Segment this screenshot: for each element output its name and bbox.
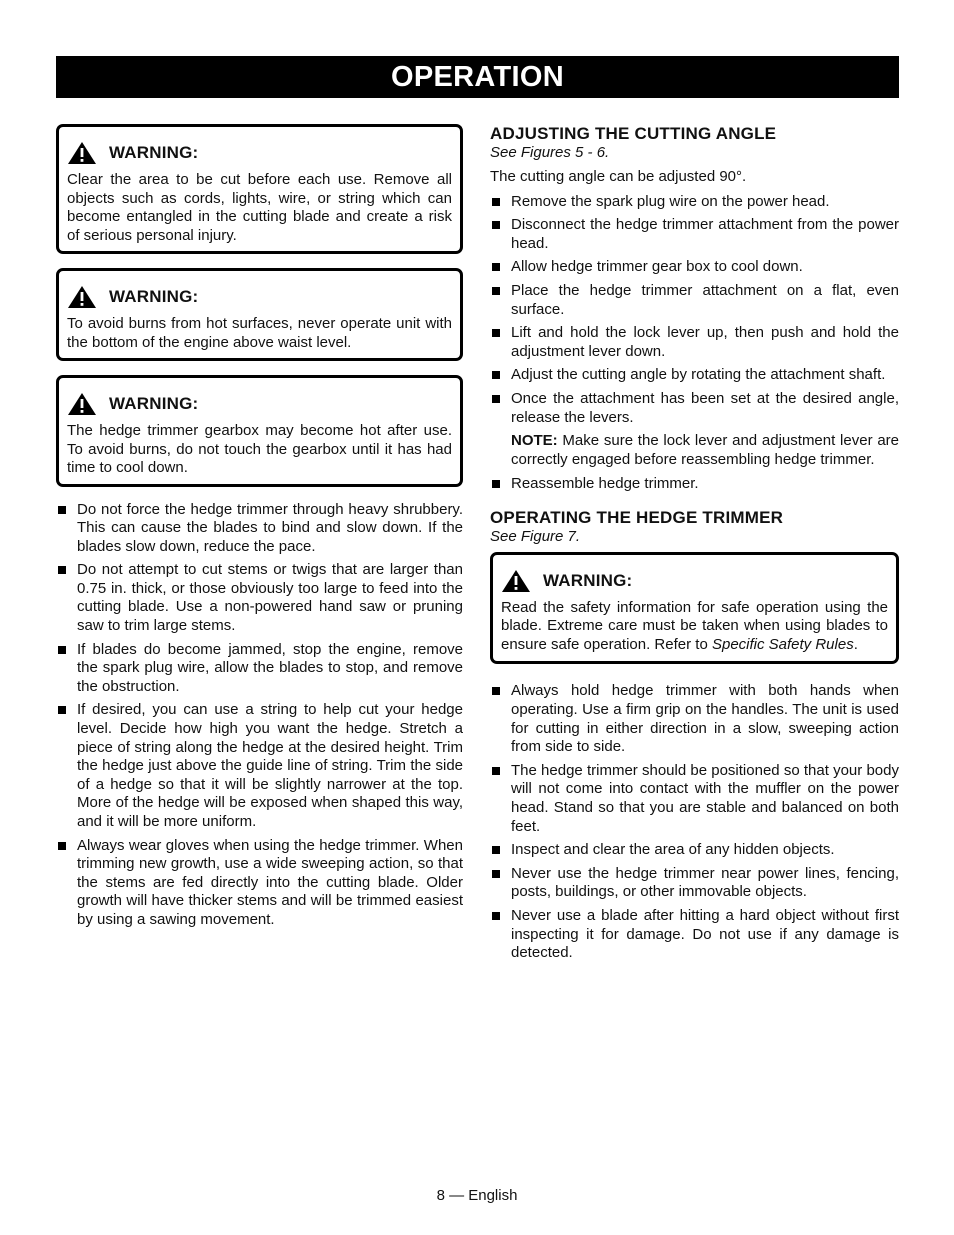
- left-column: [56, 124, 463, 935]
- warning-text-end: .: [853, 635, 858, 653]
- list-item-text: Once the attachment has been set at the desired angle, release the levers.: [511, 389, 899, 426]
- warning-triangle-icon: [67, 392, 97, 416]
- list-item-text: Disconnect the hedge trimmer attachment from the power head.: [511, 216, 899, 252]
- warning-triangle-icon: [67, 141, 97, 165]
- bullet-square-icon: [492, 767, 500, 775]
- list-item: [56, 837, 463, 930]
- list-item: [490, 366, 899, 385]
- list-item: [490, 193, 899, 212]
- list-item: [56, 501, 463, 557]
- warning-triangle-icon: [501, 569, 531, 593]
- bullet-square-icon: [492, 329, 500, 337]
- bullet-square-icon: [492, 687, 500, 695]
- figure-reference: See Figures 5 - 6.: [490, 144, 610, 161]
- list-item: [56, 561, 463, 635]
- list-item-text: The hedge trimmer should be positioned so that your body will not come into contact with the muffler on the power head. Stand so that you are stable and balanced on both feet.: [511, 761, 899, 835]
- list-item: [490, 282, 899, 319]
- bullet-square-icon: [492, 480, 500, 488]
- list-item-text: Place the hedge trimmer attachment on a flat, even surface.: [511, 281, 899, 318]
- bullet-square-icon: [492, 263, 500, 271]
- right-column: [490, 124, 899, 968]
- list-item-text: Inspect and clear the area of any hidden objects.: [511, 841, 835, 859]
- bullet-square-icon: [58, 842, 66, 850]
- bullet-square-icon: [58, 706, 66, 714]
- list-item: [490, 324, 899, 361]
- list-item-text: Reassemble hedge trimmer.: [511, 475, 699, 493]
- list-item: [490, 841, 899, 860]
- figure-reference: See Figure 7.: [490, 527, 581, 545]
- list-item: [490, 762, 899, 836]
- warning-header: [67, 141, 452, 165]
- bullet-square-icon: [492, 846, 500, 854]
- bullet-square-icon: [492, 395, 500, 403]
- warning-title: WARNING:: [543, 570, 633, 590]
- list-item: [56, 641, 463, 697]
- bullet-square-icon: [58, 566, 66, 574]
- list-item-text: Do not force the hedge trimmer through heavy shrubbery. This can cause the blades to bind and slow down. If the blades slow down, reduce the pace.: [77, 500, 463, 555]
- list-item: [490, 258, 899, 277]
- section-title-cutting-angle: ADJUSTING THE CUTTING ANGLE: [490, 124, 777, 143]
- bullet-square-icon: [58, 506, 66, 514]
- warning-box-blade-safety: [490, 552, 899, 665]
- list-item-text: Always hold hedge trimmer with both hands when operating. Use a firm grip on the handles. The unit is used for cutting in either direction in a slow, sweeping action from side to side.: [511, 682, 899, 756]
- note-paragraph: [490, 432, 899, 469]
- note-label: NOTE:: [511, 432, 558, 450]
- warning-box-clear-area: [56, 124, 463, 254]
- bullet-square-icon: [492, 371, 500, 379]
- left-bullet-list: [56, 501, 463, 930]
- list-item-text: Never use a blade after hitting a hard object without first inspecting it for damage. Do not use if any damage is detected.: [511, 906, 899, 962]
- list-item-text: Allow hedge trimmer gear box to cool down.: [511, 258, 803, 276]
- page-footer: 8 — English: [436, 1187, 518, 1204]
- cutting-angle-steps: [490, 193, 899, 428]
- warning-text: The hedge trimmer gearbox may become hot after use. To avoid burns, do not touch the gearbox until it has had time to cool down.: [67, 422, 452, 476]
- operating-bullet-list: [490, 682, 899, 962]
- warning-text: Clear the area to be cut before each use. Remove all objects such as cords, lights, wire, or string which can become entangled in the cutting blade and create a risk of serious personal injury.: [67, 171, 452, 244]
- cutting-angle-final-step: [490, 475, 899, 494]
- list-item-text: Do not attempt to cut stems or twigs that are larger than 0.75 in. thick, or those obviously too large to feed into the cutting blade. Use a non-powered hand saw or pruning saw to trim large stems.: [77, 561, 463, 635]
- bullet-square-icon: [492, 221, 500, 229]
- list-item: [490, 865, 899, 902]
- bullet-square-icon: [492, 287, 500, 295]
- list-item: [490, 682, 899, 756]
- warning-text: To avoid burns from hot surfaces, never operate unit with the bottom of the engine above waist level.: [67, 315, 452, 351]
- bullet-square-icon: [492, 870, 500, 878]
- list-item-text: Remove the spark plug wire on the power head.: [511, 192, 830, 210]
- warning-header: [501, 569, 888, 593]
- list-item: [490, 390, 899, 427]
- warning-title: WARNING:: [109, 287, 199, 306]
- warning-text: [501, 599, 888, 655]
- section-title-operating: OPERATING THE HEDGE TRIMMER: [490, 507, 784, 527]
- list-item: [490, 475, 899, 494]
- list-item: [490, 216, 899, 253]
- section-intro: The cutting angle can be adjusted 90°.: [490, 168, 747, 185]
- warning-header: [67, 285, 452, 309]
- warning-header: [67, 392, 452, 416]
- note-text: Make sure the lock lever and adjustment lever are correctly engaged before reassembling hedge trimmer.: [511, 432, 899, 468]
- warning-triangle-icon: [67, 285, 97, 309]
- warning-box-hot-surfaces: [56, 268, 463, 361]
- list-item: [56, 701, 463, 831]
- list-item-text: Lift and hold the lock lever up, then push and hold the adjustment lever down.: [511, 324, 899, 360]
- warning-title: WARNING:: [109, 394, 199, 413]
- bullet-square-icon: [492, 198, 500, 206]
- warning-title: WARNING:: [109, 143, 199, 162]
- warning-box-gearbox-hot: [56, 375, 463, 487]
- bullet-square-icon: [492, 912, 500, 920]
- list-item-text: If desired, you can use a string to help cut your hedge level. Decide how high you want the hedge. Stretch a piece of string along the hedge at the desired height. Trim the hedge just above the guide line of string. Trim the side of a hedge so that it will be slightly narrower at the top. More of the hedge will be exposed when shaped this way, and it will be more uniform.: [77, 701, 463, 830]
- page-title: OPERATION: [56, 56, 899, 98]
- bullet-square-icon: [58, 646, 66, 654]
- list-item-text: Never use the hedge trimmer near power lines, fencing, posts, buildings, or other immovable objects.: [511, 864, 899, 901]
- list-item-text: Always wear gloves when using the hedge trimmer. When trimming new growth, use a wide sweeping action, so that the stems are fed directly into the cutting blade. Older growth will have thicker stems and will be trimmed easiest by using a sawing movement.: [77, 836, 463, 928]
- list-item-text: Adjust the cutting angle by rotating the attachment shaft.: [511, 366, 886, 384]
- warning-text-body: Read the safety information for safe operation using the blade. Extreme care must be taken when using blades to ensure safe operation. Refer to: [501, 598, 888, 653]
- warning-rule-reference: Specific Safety Rules: [711, 635, 854, 653]
- list-item: [490, 907, 899, 963]
- list-item-text: If blades do become jammed, stop the engine, remove the spark plug wire, allow the blades to stop, and remove the obstruction.: [77, 640, 463, 695]
